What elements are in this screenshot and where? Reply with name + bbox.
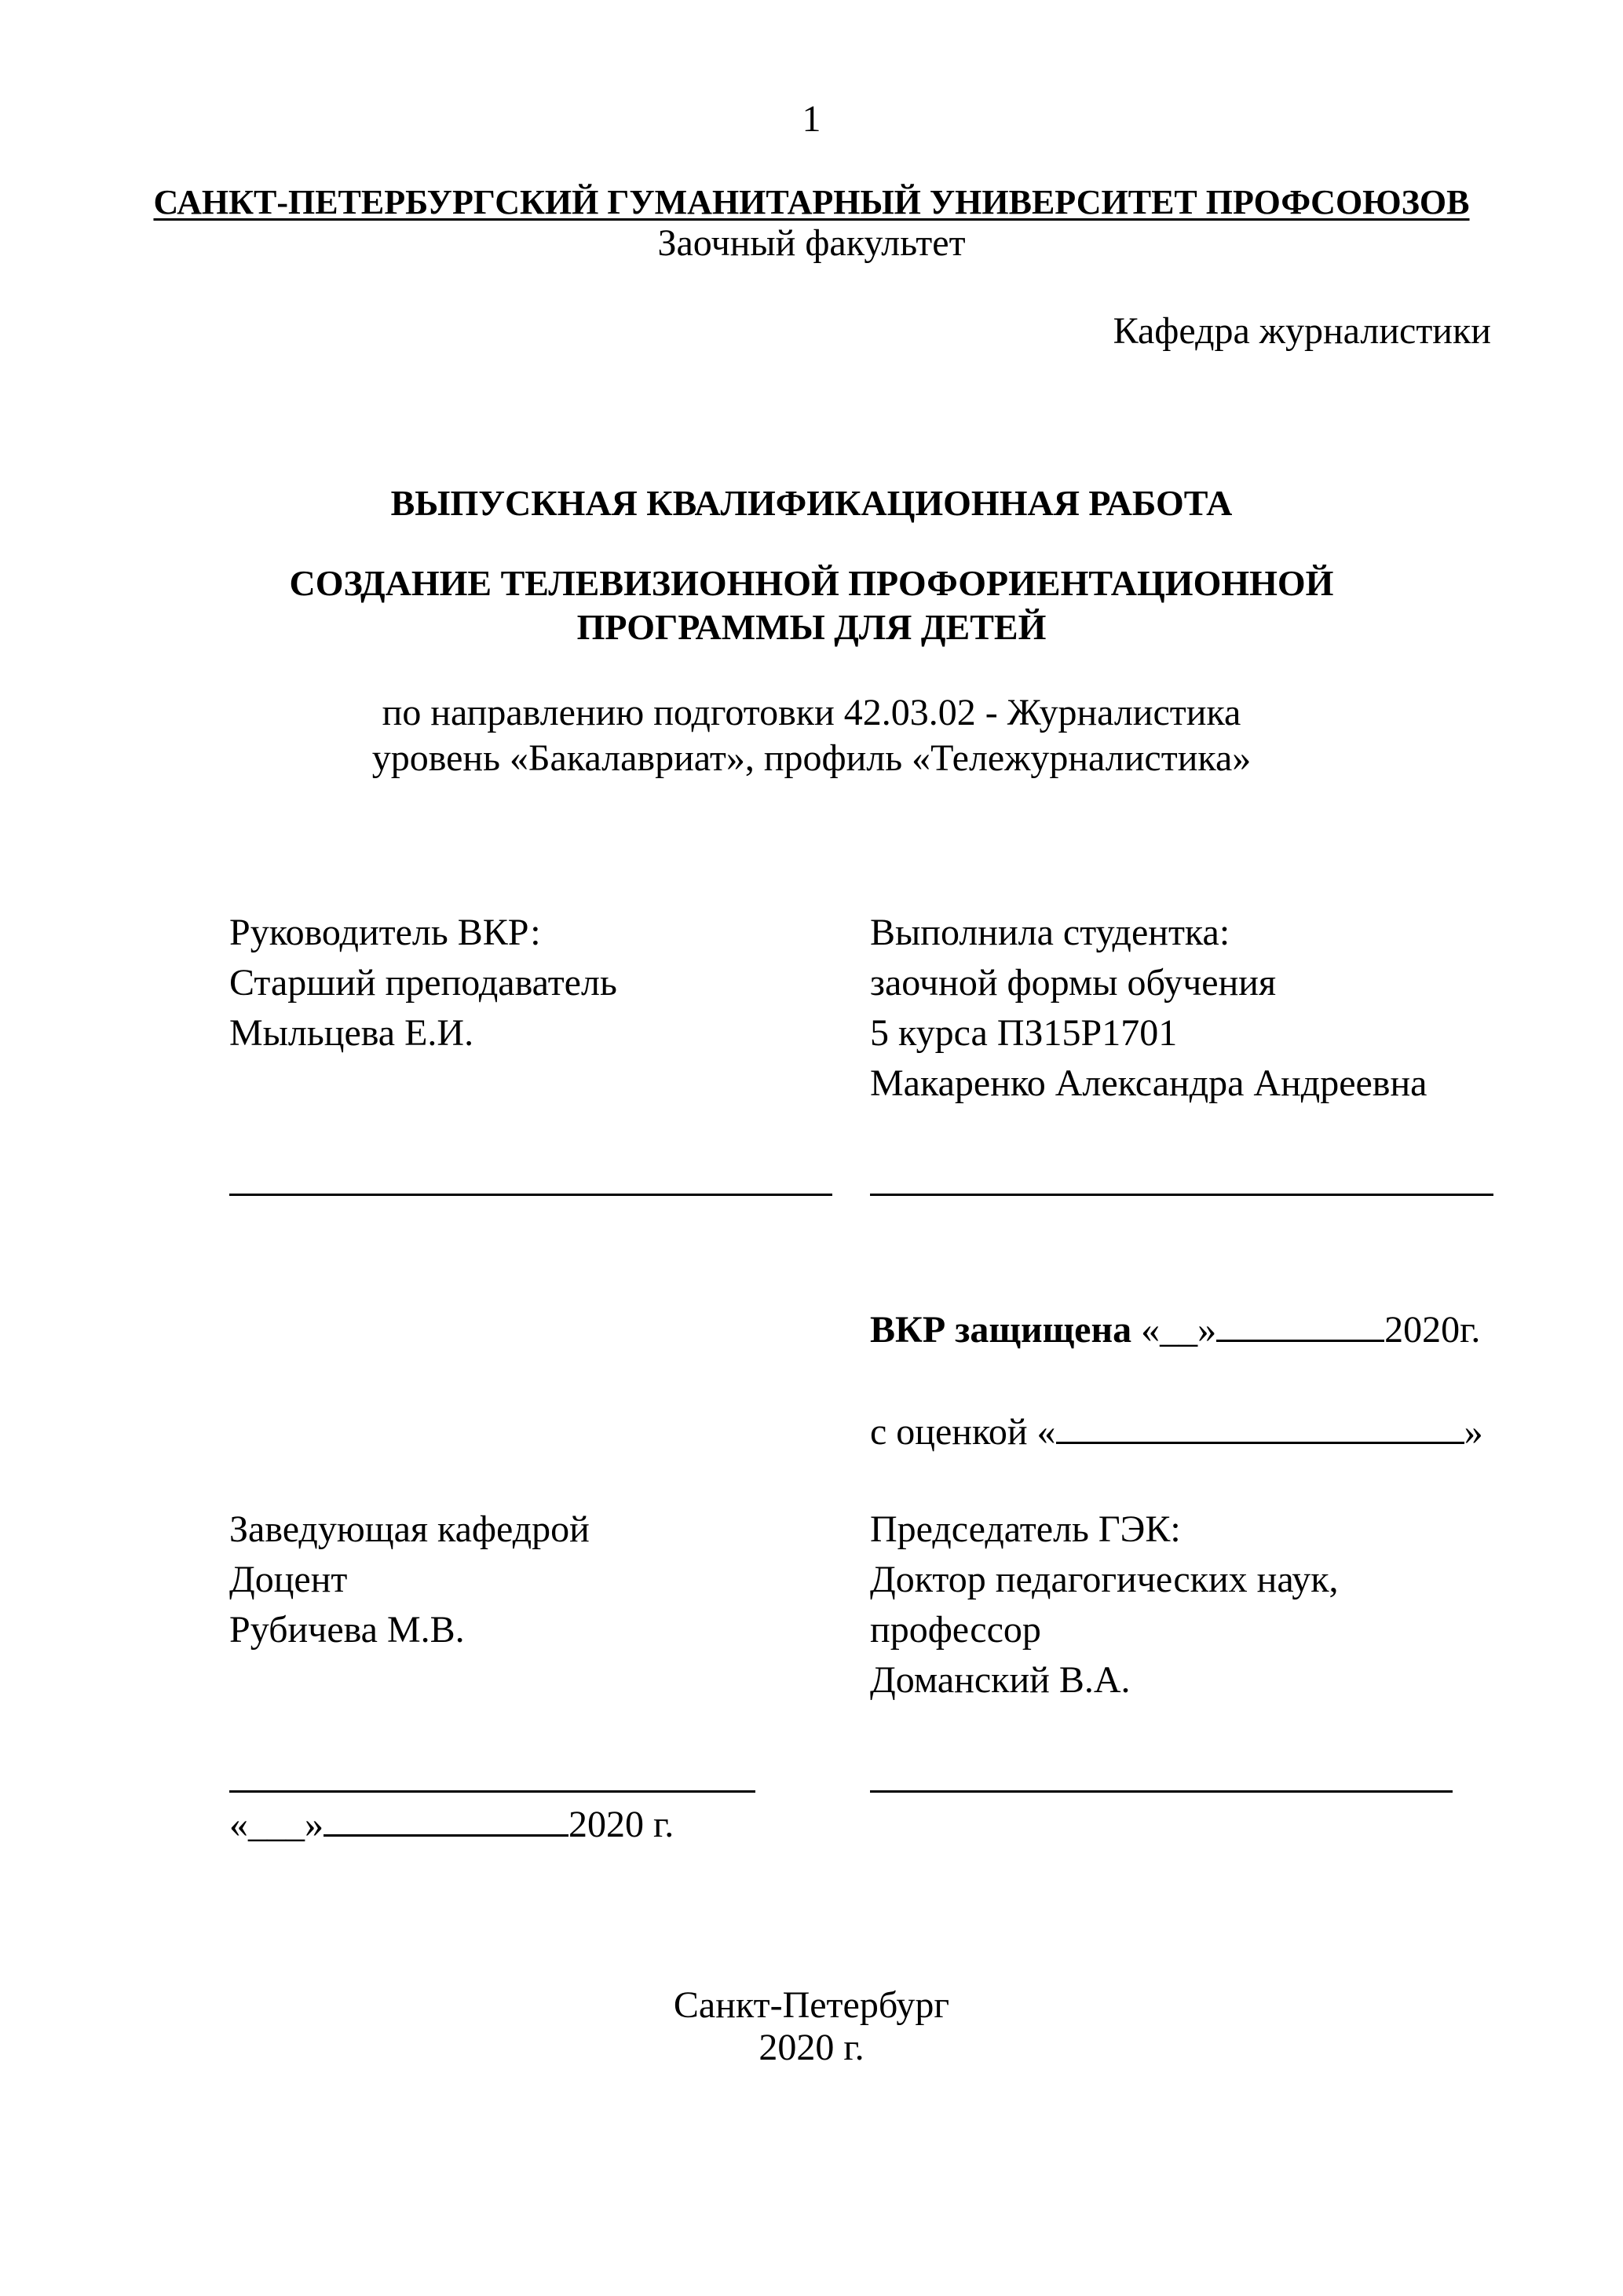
department-name: Кафедра журналистики <box>1113 310 1491 352</box>
supervisor-signature-line <box>229 1194 832 1196</box>
head-date-day: «___» <box>229 1804 324 1845</box>
year: 2020 г. <box>758 2027 865 2068</box>
supervisor-name: Мыльцева Е.И. <box>229 1012 474 1054</box>
head-signature-line <box>229 1790 755 1793</box>
faculty-name: Заочный факультет <box>657 222 966 264</box>
student-name: Макаренко Александра Андреевна <box>870 1062 1427 1104</box>
supervisor-label: Руководитель ВКР: <box>229 912 541 953</box>
defense-line <box>870 1311 1480 1349</box>
grade-suffix: » <box>1464 1411 1483 1453</box>
supervisor-position: Старший преподаватель <box>229 962 617 1004</box>
student-form: заочной формы обучения <box>870 962 1277 1004</box>
chair-position: профессор <box>870 1609 1041 1651</box>
city: Санкт-Петербург <box>673 1984 950 2026</box>
head-position: Доцент <box>229 1559 348 1600</box>
university-name: САНКТ-ПЕТЕРБУРГСКИЙ ГУМАНИТАРНЫЙ УНИВЕРСИТЕТ ПРОФСОЮЗОВ <box>153 183 1470 221</box>
thesis-title-line2: ПРОГРАММЫ ДЛЯ ДЕТЕЙ <box>576 607 1047 647</box>
grade-line <box>870 1413 1483 1451</box>
defense-day: «__» <box>1131 1309 1217 1351</box>
head-label: Заведующая кафедрой <box>229 1508 590 1550</box>
defense-label: ВКР защищена <box>870 1309 1132 1351</box>
head-date-blank <box>324 1806 568 1837</box>
grade-blank <box>1056 1413 1464 1444</box>
student-signature-line <box>870 1194 1493 1196</box>
defense-year: 2020г. <box>1384 1309 1481 1351</box>
student-course: 5 курса ПЗ15Р1701 <box>870 1012 1178 1054</box>
chair-label: Председатель ГЭК: <box>870 1508 1181 1550</box>
chair-name: Доманский В.А. <box>870 1659 1131 1701</box>
direction-line2: уровень «Бакалавриат», профиль «Тележурналистика» <box>371 737 1252 779</box>
head-date-year: 2020 г. <box>568 1804 674 1845</box>
direction-line1: по направлению подготовки 42.03.02 - Журналистика <box>382 692 1241 733</box>
page-number: 1 <box>802 98 821 140</box>
defense-month-blank <box>1216 1311 1384 1342</box>
thesis-title-line1: СОЗДАНИЕ ТЕЛЕВИЗИОННОЙ ПРОФОРИЕНТАЦИОННОЙ <box>289 563 1334 603</box>
chair-signature-line <box>870 1790 1453 1793</box>
chair-degree: Доктор педагогических наук, <box>870 1559 1339 1600</box>
student-label: Выполнила студентка: <box>870 912 1230 953</box>
work-type: ВЫПУСКНАЯ КВАЛИФИКАЦИОННАЯ РАБОТА <box>390 483 1233 523</box>
grade-prefix: с оценкой « <box>870 1411 1056 1453</box>
head-name: Рубичева М.В. <box>229 1609 465 1651</box>
head-date-line <box>229 1806 674 1844</box>
